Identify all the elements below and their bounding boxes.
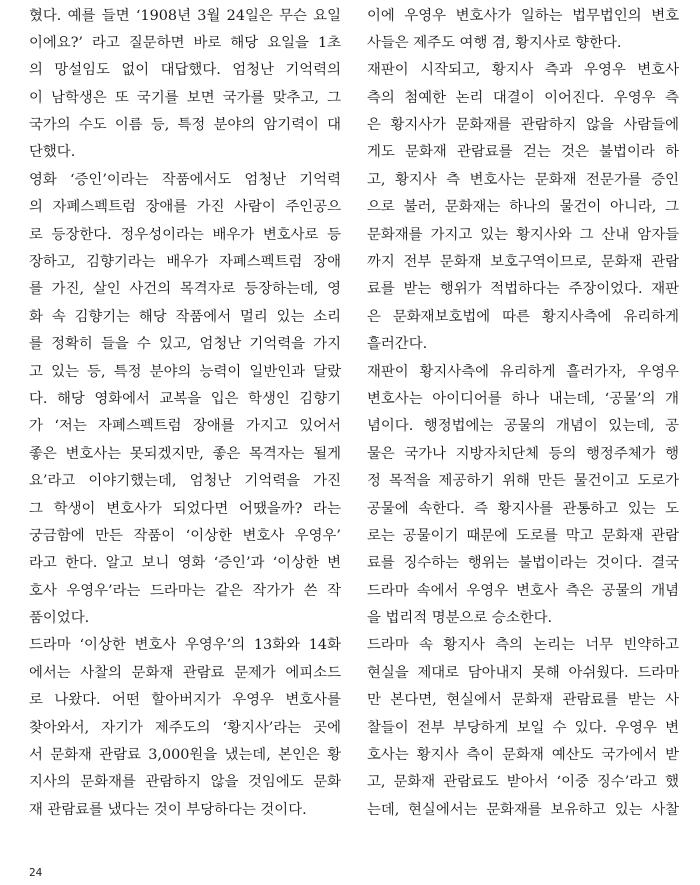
text-line: 로 등장한다. 정우성이라는 배우가 변호사로 등: [29, 226, 341, 243]
text-line: 까지 전부 문화재 보호구역이므로, 문화재 관람: [367, 254, 679, 271]
text-line: 이 남학생은 또 국기를 보면 국가를 맞추고, 그: [29, 89, 341, 106]
text-line: 고, 황지사 측 변호사는 문화재 전문가를 증인: [367, 171, 679, 188]
text-line: 는데, 현실에서는 문화재를 보유하고 있는 사찰: [367, 801, 679, 818]
text-line: 국가의 수도 이름 등, 특정 분야의 암기력이 대: [29, 117, 341, 134]
text-line: 다. 해당 영화에서 교복을 입은 학생인 김향기: [29, 390, 341, 407]
text-line: 공물에 속한다. 즉 황지사를 관통하고 있는 도: [367, 500, 679, 517]
text-line: 측의 첨예한 논리 대결이 이어진다. 우영우 측: [367, 89, 679, 106]
text-line: 로는 공물이기 때문에 도로를 막고 문화재 관람: [367, 527, 679, 544]
text-line: 그 학생이 변호사가 되었다면 어땠을까? 라는: [29, 500, 341, 517]
text-line: 품이었다.: [29, 610, 90, 627]
text-line: 단했다.: [29, 144, 76, 161]
text-line: 게도 문화재 관람료를 걷는 것은 불법이라 하: [367, 144, 679, 161]
text-line: 혔다. 예를 들면 ‘1908년 3월 24일은 무슨 요일: [29, 7, 341, 24]
text-line: 화 속 김향기는 해당 작품에서 멀리 있는 소리: [29, 308, 341, 325]
text-line: 변호사는 아이디어를 하나 내는데, ‘공물’의 개: [367, 390, 679, 407]
text-line: 를 가진, 살인 사건의 목격자로 등장하는데, 영: [29, 281, 341, 298]
text-line: 호사는 황지사 측이 문화재 예산도 국가에서 받: [367, 747, 679, 764]
text-line: 재판이 시작되고, 황지사 측과 우영우 변호사: [367, 62, 679, 79]
left-column: [29, 3, 341, 825]
page-number: 24: [29, 866, 43, 879]
text-line: 로 나왔다. 어떤 할아버지가 우영우 변호사를: [29, 692, 341, 709]
text-line: 은 문화재보호법에 따른 황지사측에 유리하게: [367, 308, 679, 325]
text-line: 으로 불러, 문화재는 하나의 물건이 아니라, 그: [367, 199, 679, 216]
text-line: 궁금함에 만든 작품이 ‘이상한 변호사 우영우’: [29, 527, 341, 544]
text-line: 념이다. 행정법에는 공물의 개념이 있는데, 공: [367, 418, 679, 435]
text-line: 고 있는 등, 특정 분야의 능력이 일반인과 달랐: [29, 363, 341, 380]
text-line: 료를 받는 행위가 적법하다는 주장이었다. 재판: [367, 281, 679, 298]
text-line: 정 목적을 제공하기 위해 만든 물건이고 도로가: [367, 473, 679, 490]
text-line: 흘러간다.: [367, 336, 428, 353]
right-column: [367, 3, 679, 825]
text-line: 라고 한다. 알고 보니 영화 ‘증인’과 ‘이상한 변: [29, 555, 341, 572]
text-line: 이에 우영우 변호사가 일하는 법무법인의 변호: [367, 7, 679, 24]
text-line: 드라마 속 황지사 측의 논리는 너무 빈약하고: [367, 637, 679, 654]
text-line: 찰들이 전부 부당하게 보일 수 있다. 우영우 변: [367, 719, 679, 736]
text-line: 이에요?’ 라고 질문하면 바로 해당 요일을 1초: [29, 34, 341, 51]
text-line: 문화재를 가지고 있는 황지사와 그 산내 암자들: [367, 226, 679, 243]
text-line: 사들은 제주도 여행 겸, 황지사로 향한다.: [367, 34, 622, 51]
text-line: 영화 ‘증인’이라는 작품에서도 엄청난 기억력: [29, 171, 341, 188]
text-line: 드라마 속에서 우영우 변호사 측은 공물의 개념: [367, 582, 679, 599]
text-line: 만 본다면, 현실에서 문화재 관람료를 받는 사: [367, 692, 679, 709]
text-line: 요’라고 이야기했는데, 엄청난 기억력을 가진: [29, 473, 341, 490]
text-line: 의 자폐스펙트럼 장애를 가진 사람이 주인공으: [29, 199, 341, 216]
text-line: 서 문화재 관람료 3,000원을 냈는데, 본인은 황: [29, 747, 341, 764]
text-line: 좋은 변호사는 못되겠지만, 좋은 목격자는 될게: [29, 445, 341, 462]
text-line: 을 법리적 명분으로 승소한다.: [367, 610, 553, 627]
text-line: 드라마 ‘이상한 변호사 우영우’의 13화와 14화: [29, 637, 341, 654]
text-line: 장하고, 김향기라는 배우가 자폐스펙트럼 장애: [29, 254, 341, 271]
text-line: 지사의 문화재를 관람하지 않을 것임에도 문화: [29, 774, 341, 791]
text-line: 의 망설임도 없이 대답했다. 엄청난 기억력의: [29, 62, 341, 79]
text-line: 를 정확히 들을 수 있고, 엄청난 기억력을 가지: [29, 336, 341, 353]
text-line: 현실을 제대로 담아내지 못해 아쉬웠다. 드라마: [367, 664, 679, 681]
text-line: 가 ‘저는 자폐스펙트럼 장애를 가지고 있어서: [29, 418, 341, 435]
text-line: 재 관람료를 냈다는 것이 부당하다는 것이다.: [29, 801, 307, 818]
text-line: 물은 국가나 지방자치단체 등의 행정주체가 행: [367, 445, 679, 462]
text-line: 재판이 황지사측에 유리하게 흘러가자, 우영우: [367, 363, 679, 380]
text-line: 찾아와서, 자기가 제주도의 ‘황지사’라는 곳에: [29, 719, 341, 736]
text-line: 료를 징수하는 행위는 불법이라는 것이다. 결국: [367, 555, 679, 572]
text-line: 은 황지사가 문화재를 관람하지 않을 사람들에: [367, 117, 679, 134]
text-line: 에서는 사찰의 문화재 관람료 문제가 에피소드: [29, 664, 341, 681]
text-line: 고, 문화재 관람료도 받아서 ‘이중 징수’라고 했: [367, 774, 679, 791]
text-line: 호사 우영우’라는 드라마는 같은 작가가 쓴 작: [29, 582, 341, 599]
